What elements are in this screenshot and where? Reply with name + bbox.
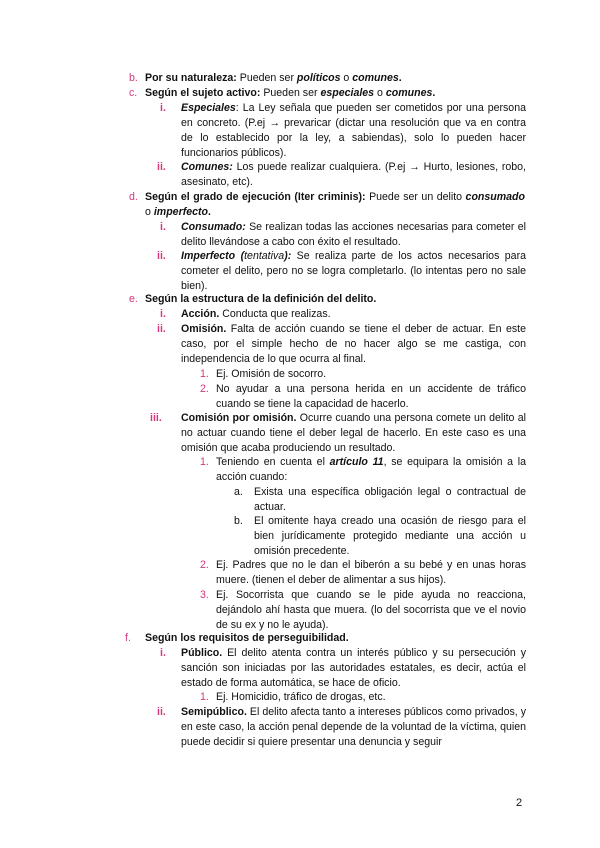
text-run: Según el grado de ejecución (Iter criminis): bbox=[145, 191, 366, 203]
text-run: Se realizan todas las acciones necesarias para cometer el delito llevándose a cabo con éxito el resultado. bbox=[181, 221, 526, 248]
outline-text bbox=[216, 588, 526, 633]
text-run: Según el sujeto activo: bbox=[145, 87, 261, 99]
outline-marker: i. bbox=[160, 308, 166, 320]
outline-marker: i. bbox=[160, 102, 166, 114]
outline-marker: 1. bbox=[200, 456, 209, 468]
text-run: Pueden ser bbox=[236, 72, 297, 84]
outline-text bbox=[216, 690, 526, 705]
text-run: Teniendo en cuenta el bbox=[216, 456, 330, 468]
outline-marker: ii. bbox=[157, 706, 166, 718]
text-run: No ayudar a una persona herida en un accidente de tráfico cuando se tiene la capacidad de hacerlo. bbox=[216, 383, 526, 410]
outline-marker: ii. bbox=[157, 323, 166, 335]
text-run: . bbox=[208, 206, 211, 218]
text-run: . bbox=[432, 87, 436, 99]
outline-marker: c. bbox=[129, 87, 138, 99]
outline-marker: e. bbox=[129, 293, 138, 305]
outline-text bbox=[181, 220, 526, 250]
outline-marker: b. bbox=[129, 72, 138, 84]
text-run: Omisión. bbox=[181, 323, 227, 335]
outline-text bbox=[181, 307, 526, 322]
outline-marker: 1. bbox=[200, 691, 209, 703]
text-run: políticos bbox=[296, 72, 341, 84]
outline-text bbox=[181, 101, 526, 161]
outline-marker: a. bbox=[234, 486, 243, 498]
outline-text bbox=[145, 71, 525, 86]
outline-marker: f. bbox=[125, 632, 131, 644]
text-run: comunes bbox=[352, 72, 399, 84]
text-run: Comunes: bbox=[181, 161, 233, 173]
text-run: Ocurre cuando una persona comete un delito al no actuar cuando tiene el deber legal de hacerlo. En este caso es una omisión que acaba produciendo un resultado. bbox=[181, 412, 526, 454]
text-run: Por su naturaleza: bbox=[145, 72, 237, 84]
text-run: Consumado: bbox=[181, 221, 246, 233]
outline-text bbox=[145, 190, 525, 220]
text-run: Imperfecto ( bbox=[181, 250, 245, 262]
text-run: . bbox=[398, 72, 402, 84]
outline-marker: i. bbox=[160, 647, 166, 659]
text-run: Especiales bbox=[181, 102, 236, 114]
text-run: Ej. Socorrista que cuando se le pide ayuda no reacciona, dejándolo ahí hasta que muera. (lo del socorrista que ve el novio de su ex y no le ayuda). bbox=[216, 589, 526, 631]
text-run: comunes bbox=[385, 87, 433, 99]
outline-marker: b. bbox=[234, 515, 243, 527]
text-run: consumado bbox=[465, 191, 525, 203]
text-run: Acción. bbox=[181, 308, 220, 320]
outline-text bbox=[181, 705, 526, 750]
text-run: artículo 11 bbox=[329, 456, 384, 468]
text-run: Según los requisitos de perseguibilidad. bbox=[145, 632, 349, 644]
outline-marker: 2. bbox=[200, 383, 209, 395]
text-run: o bbox=[145, 206, 154, 218]
outline-text bbox=[254, 514, 526, 559]
text-run: Público. bbox=[181, 647, 223, 659]
text-run: Ej. Omisión de socorro. bbox=[216, 368, 327, 380]
text-run: : La Ley señala que pueden ser cometidos por una persona en concreto. (P.ej → prevaricar (dictar una resolución que va en contra de lo establecido por la ley, a sabiendas), solo lo pueden hacer funcionarios públicos). bbox=[181, 102, 526, 159]
outline-text bbox=[145, 292, 525, 307]
text-run: tentativa bbox=[244, 250, 285, 262]
outline-marker: i. bbox=[160, 221, 166, 233]
text-run: Falta de acción cuando se tiene el deber de actuar. En este caso, por el simple hecho de no hacer algo se me castiga, con independencia de lo que ocurra al final. bbox=[181, 323, 526, 365]
outline-marker: ii. bbox=[157, 250, 166, 262]
text-run: Según la estructura de la definición del delito. bbox=[145, 293, 377, 305]
outline-marker: d. bbox=[129, 191, 138, 203]
outline-text bbox=[181, 160, 526, 190]
page-number: 2 bbox=[516, 797, 523, 809]
outline-text bbox=[181, 249, 526, 294]
text-run: Los puede realizar cualquiera. (P.ej → Hurto, lesiones, robo, asesinato, etc). bbox=[181, 161, 526, 188]
outline-text bbox=[145, 86, 525, 101]
text-run: El delito atenta contra un interés público y su persecución y sanción son iniciadas por las autoridades estatales, es decir, actúa el estado de forma automática, se hace de oficio. bbox=[181, 647, 526, 689]
text-run: Puede ser un delito bbox=[365, 191, 466, 203]
outline-text bbox=[181, 646, 526, 691]
text-run: Se realiza parte de los actos necesarios para cometer el delito, pero no se logra completarlo. (lo intentas pero no sale bien). bbox=[181, 250, 526, 292]
outline-text bbox=[216, 367, 526, 382]
outline-text bbox=[216, 558, 526, 588]
outline-marker: 1. bbox=[200, 368, 209, 380]
text-run: ): bbox=[284, 250, 292, 262]
text-run: El omitente haya creado una ocasión de riesgo para el bien jurídicamente protegido mediante una acción u omisión precedente. bbox=[254, 515, 526, 557]
text-run: Ej. Padres que no le dan el biberón a su bebé y en unas horas muere. (tienen el deber de alimentar a sus hijos). bbox=[216, 559, 526, 586]
outline-text bbox=[181, 322, 526, 367]
text-run: o bbox=[374, 87, 386, 99]
text-run: Ej. Homicidio, tráfico de drogas, etc. bbox=[216, 691, 386, 703]
text-run: o bbox=[340, 72, 353, 84]
text-run: Comisión por omisión. bbox=[181, 412, 297, 424]
text-run: Pueden ser bbox=[260, 87, 321, 99]
text-run: El delito afecta tanto a intereses públicos como privados, y en este caso, la acción penal depende de la voluntad de la víctima, quien puede decidir si quiere presentar una denuncia y seguir bbox=[181, 706, 526, 748]
text-run: imperfecto bbox=[153, 206, 209, 218]
outline-text bbox=[181, 411, 526, 456]
text-run: Conducta que realizas. bbox=[219, 308, 331, 320]
outline-text bbox=[216, 455, 526, 485]
outline-marker: ii. bbox=[157, 161, 166, 173]
outline-text bbox=[145, 631, 525, 646]
outline-marker: 2. bbox=[200, 559, 209, 571]
text-run: Exista una específica obligación legal o contractual de actuar. bbox=[254, 486, 526, 513]
outline-marker: iii. bbox=[150, 412, 162, 424]
text-run: Semipúblico. bbox=[181, 706, 247, 718]
text-run: , se equipara la omisión a la acción cuando: bbox=[216, 456, 527, 483]
text-run: especiales bbox=[320, 87, 375, 99]
outline-text bbox=[254, 485, 526, 515]
outline-marker: 3. bbox=[200, 589, 209, 601]
outline-text bbox=[216, 382, 526, 412]
